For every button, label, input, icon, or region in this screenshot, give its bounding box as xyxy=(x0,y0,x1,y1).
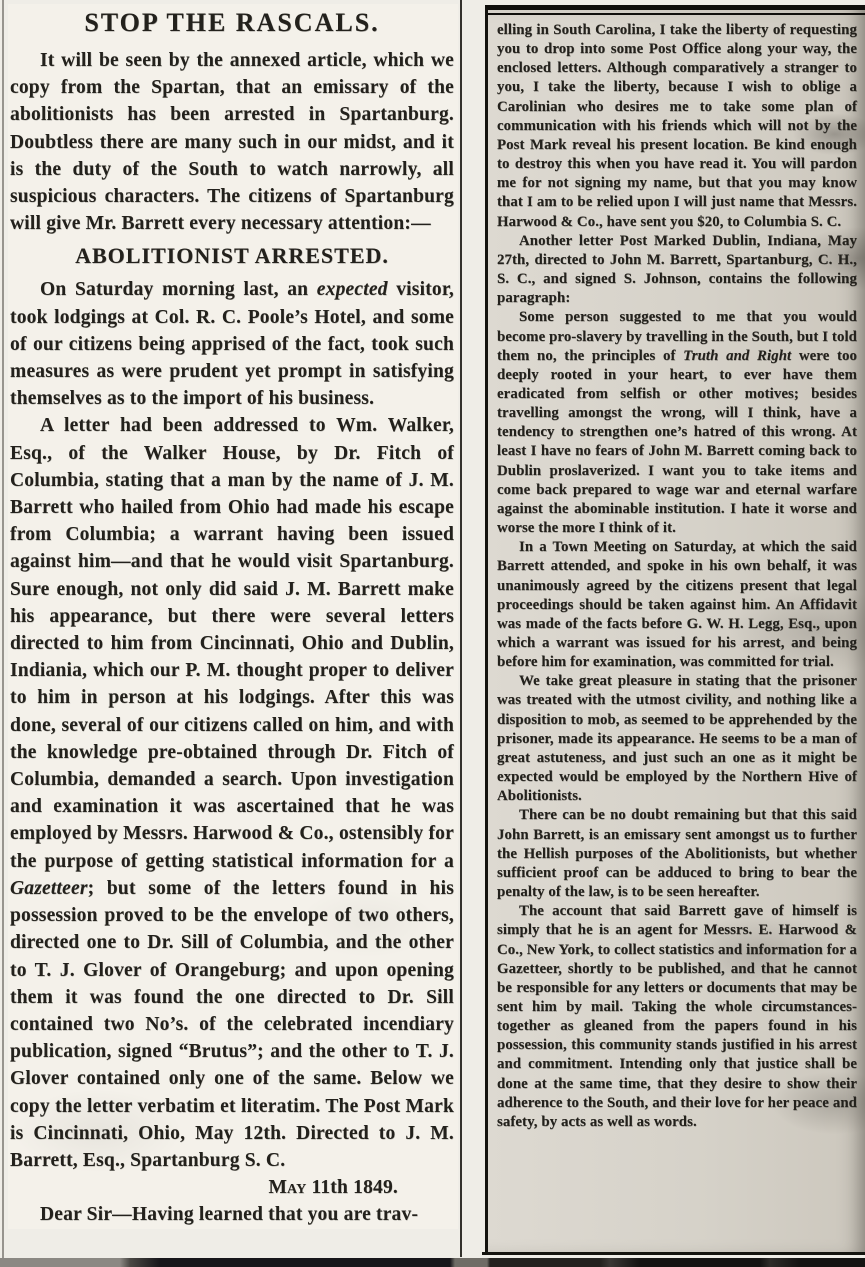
left-column xyxy=(8,4,458,1229)
smallcaps-text-run: May xyxy=(268,1177,307,1199)
italic-text-run: Truth and Right xyxy=(683,347,792,364)
text-run: The account that said Barrett gave of himself is simply that he is an agent for Messrs. E. Harwood & Co., New York, to collect statistics and information for a Gazetteer, shortly to be published, and that he cannot be responsible for any letters or documents that may be sent him by mail. Taking the whole circumstances-together as gleaned from the papers found in his possession, this community stands justified in his arrest and commitment. Intending only that justice shall be done at the same time, that they desire to show their adherence to the South, and their love for her peace and safety, by acts as well as words. xyxy=(497,903,857,1130)
text-run: There can be no doubt remaining but that this said John Barrett, is an emissary sent amongst us to further the Hellish purposes of the Abolitionists, but whether sufficient proof can be adduced to bring to bear the penalty of the law, is to be seen hereafter. xyxy=(497,807,857,901)
text-run: It will be seen by the annexed article, which we copy from the Spartan, that an emissary of the abolitionists has been arrested in Spartanburg. Doubtless there are many such in our midst, and it is the duty of the South to watch narrowly, all suspicious characters. The citizens of Spartanburg will give Mr. Barrett every necessary attention:— xyxy=(10,50,454,235)
text-run: On Saturday morning last, an xyxy=(40,279,317,301)
cropped-next-row-strip xyxy=(0,1258,865,1267)
text-run: 11th 1849. xyxy=(306,1177,398,1199)
italic-text-run: Gazetteer xyxy=(10,877,88,899)
headline: STOP THE RASCALS. xyxy=(84,8,380,37)
paragraph xyxy=(497,538,857,672)
subheadline: ABOLITIONIST ARRESTED. xyxy=(75,243,389,269)
italic-text-run: expected xyxy=(316,279,388,301)
paragraph xyxy=(10,47,454,237)
dateline xyxy=(10,1174,454,1201)
paragraph xyxy=(10,276,454,412)
paragraph xyxy=(497,672,857,806)
text-run: Some person suggested to me that you would become pro-slavery by travelling in the South, but I told them no, the principles of xyxy=(497,309,857,364)
text-run: ; but some of the letters found in his possession proved to be the envelope of two others, directed one to Dr. Sill of Columbia, and the other to T. J. Glover of Orangeburg; and upon opening them it was found the one directed to Dr. Sill contained two No’s. of the celebrated incendiary publication, signed “Brutus”; and the other to T. J. Glover contained only one of the same. Below we copy the letter verbatim et literatim. The Post Mark is Cincinnati, Ohio, May 12th. Directed to J. M. Barrett, Esq., Spartanburg S. C. xyxy=(10,877,454,1171)
right-column xyxy=(485,5,865,1252)
text-run: were too deeply rooted in your heart, to ever have them eradicated from selfish or other motives; besides travelling amongst the wrong, will I think, have a tendency to strengthen one’s hatred of this wrong. At least I have no fears of John M. Barrett coming back to Dublin proslaverized. I want you to take items and come back prepared to wage war and eternal warfare against the abominable institution. I hate it worse and worse the more I think of it. xyxy=(497,347,857,537)
paper-left-edge xyxy=(2,0,4,1267)
text-run: A letter had been addressed to Wm. Walker, Esq., of the Walker House, by Dr. Fitch of Columbia, stating that a man by the name of J. M. Barrett who hailed from Ohio had made his escape from Columbia; a warrant having been issued against him—and that he would visit Spartanburg. Sure enough, not only did said J. M. Barrett make his appearance, but there were several letters directed to him from Cincinnati, Ohio and Dublin, Indiania, which our P. M. thought proper to deliver to him in person at his lodgings. After this was done, several of our citizens called on him, and with the knowledge pre-obtained through Dr. Fitch of Columbia, demanded a search. Upon investigation and examination it was ascertained that he was employed by Messrs. Harwood & Co., ostensibly for the purpose of getting statistical information for a xyxy=(10,415,454,872)
text-run: visitor, took lodgings at Col. R. C. Poole’s Hotel, and some of our citizens being apprised of the fact, took such measures as were prudent yet prompt in satisfying themselves as to the import of his business. xyxy=(10,279,454,410)
paragraph xyxy=(497,806,857,902)
right-column-bottom-rule xyxy=(482,1252,865,1255)
right-column-top-rule xyxy=(488,13,865,15)
paragraph xyxy=(10,412,454,1174)
paragraph xyxy=(497,902,857,1132)
paragraph xyxy=(497,308,857,538)
text-run: elling in South Carolina, I take the liberty of requesting you to drop into some Post Office along your way, the enclosed letters. Although comparatively a stranger to you, I take the liberty, because I wish to oblige a Carolinian who desires me to take some plan of communication with his friends which will not by the Post Mark reveal his present location. Be kind enough to destroy this when you have read it. You will pardon me for not signing my name, but that you may know that I am to be relied upon I will just name that Messrs. Harwood & Co., have sent you $20, to Columbia S. C. xyxy=(497,22,857,230)
paragraph xyxy=(497,21,857,232)
left-column-text xyxy=(8,4,458,1229)
paragraph xyxy=(497,232,857,309)
right-column-text xyxy=(488,19,865,1132)
text-run: In a Town Meeting on Saturday, at which the said Barrett attended, and spoke in his own behalf, it was unanimously agreed by the citizens present that legal proceedings should be taken against him. An Affidavit was made of the facts before G. W. H. Legg, Esq., upon which a warrant was issued for his arrest, and being before him for examination, was committed for trial. xyxy=(497,539,857,671)
text-run: Dear Sir—Having learned that you are trav- xyxy=(40,1204,419,1226)
text-run: We take great pleasure in stating that the prisoner was treated with the utmost civility, and nothing like a disposition to mob, as seemed to be apprehended by the prisoner, made its appearance. He seems to be a man of great astuteness, and just such an one as it might be expected would be employed by the Northern Hive of Abolitionists. xyxy=(497,673,857,805)
paragraph xyxy=(10,1201,454,1228)
text-run: Another letter Post Marked Dublin, Indiana, May 27th, directed to John M. Barrett, Spartanburg, C. H., S. C., and signed S. Johnson, contains the following paragraph: xyxy=(497,232,857,307)
column-divider-rule xyxy=(460,0,462,1257)
